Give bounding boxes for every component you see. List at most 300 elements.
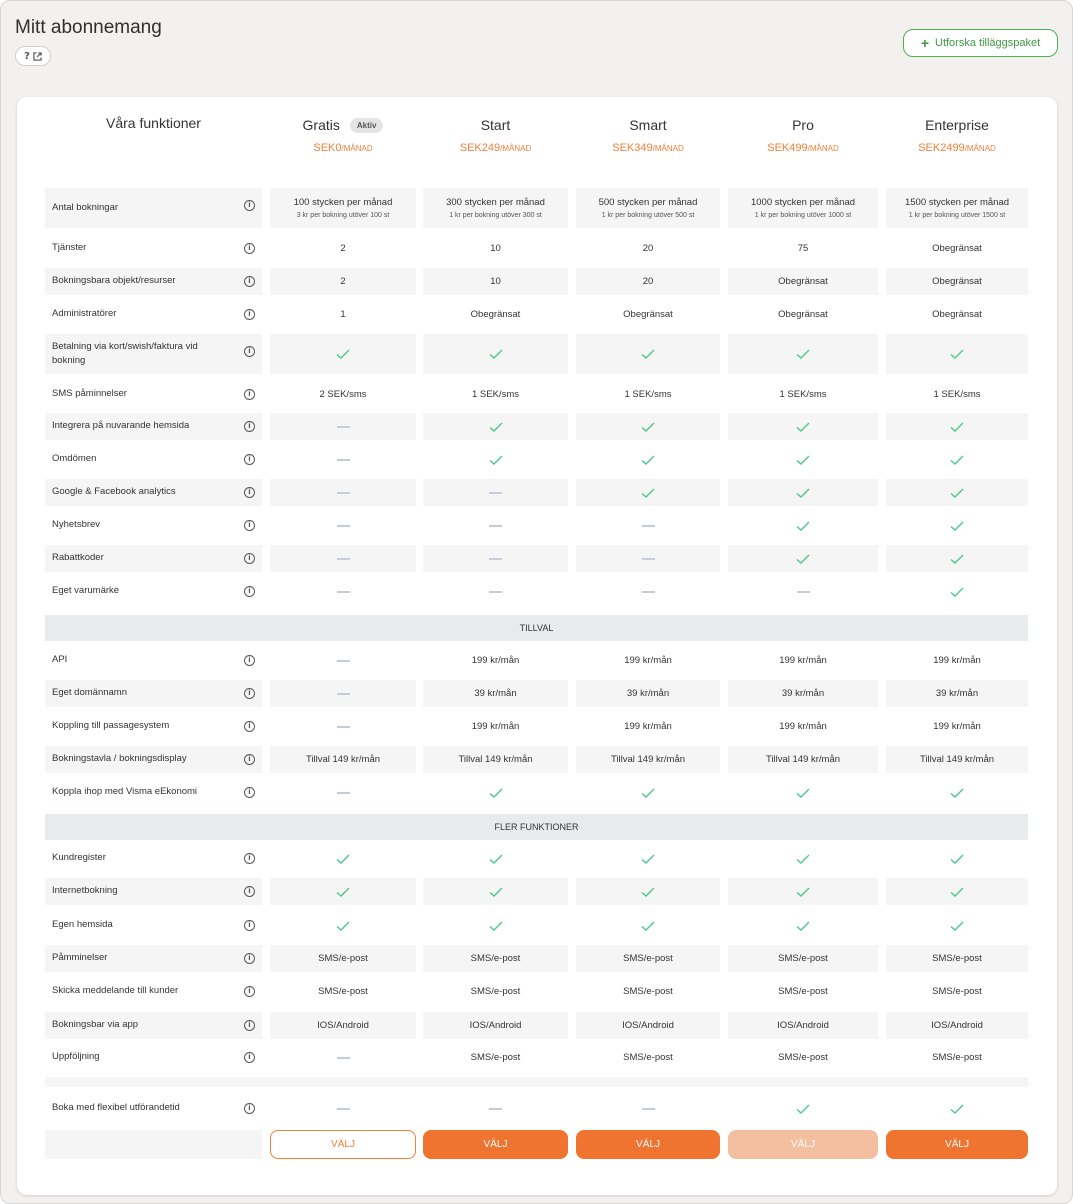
plan-value-cell bbox=[270, 978, 416, 1005]
info-icon[interactable]: i bbox=[244, 421, 255, 432]
checkmark-icon bbox=[335, 884, 351, 900]
info-icon[interactable]: i bbox=[244, 553, 255, 564]
plan-value: 1 bbox=[340, 309, 346, 320]
feature-label: Eget domännamn bbox=[52, 687, 127, 699]
feature-row bbox=[45, 479, 1028, 506]
plan-value-cell bbox=[886, 188, 1028, 228]
plan-name bbox=[925, 117, 989, 133]
feature-label: Nyhetsbrev bbox=[52, 519, 101, 531]
plus-icon: + bbox=[920, 35, 929, 51]
plan-value-cell bbox=[270, 1095, 416, 1122]
checkmark-icon bbox=[949, 485, 965, 501]
plan-value-cell bbox=[886, 912, 1028, 939]
plan-value-cell bbox=[886, 301, 1028, 328]
plan-header-4 bbox=[886, 115, 1028, 154]
plan-value-note: 1 kr per bokning utöver 1000 st bbox=[754, 212, 852, 219]
price-value: 2499 bbox=[940, 142, 965, 154]
plan-value-cell bbox=[423, 1044, 568, 1071]
not-included-dash bbox=[337, 1108, 350, 1110]
select-plan-button-smart[interactable]: VÄLJ bbox=[576, 1130, 720, 1159]
plan-value: SMS/e-post bbox=[623, 1052, 673, 1063]
plan-value-cell bbox=[270, 578, 416, 605]
feature-label-cell bbox=[45, 1044, 262, 1071]
feature-label-cell bbox=[45, 334, 262, 374]
plan-value: 10 bbox=[490, 243, 501, 254]
checkmark-icon bbox=[640, 785, 656, 801]
feature-row bbox=[45, 912, 1028, 939]
info-icon[interactable]: i bbox=[244, 1020, 255, 1031]
plan-value-cell bbox=[886, 446, 1028, 473]
not-included-dash bbox=[337, 492, 350, 494]
info-icon[interactable]: i bbox=[244, 688, 255, 699]
plan-value: 2 bbox=[340, 276, 346, 287]
feature-row bbox=[45, 1095, 1028, 1122]
feature-label-cell bbox=[45, 545, 262, 572]
price-value: 0 bbox=[335, 142, 342, 154]
plan-value-cell bbox=[886, 235, 1028, 262]
plan-value-cell bbox=[728, 413, 878, 440]
plan-value: 39 kr/mån bbox=[474, 688, 517, 699]
checkmark-icon bbox=[795, 551, 811, 567]
feature-label: Påmminelser bbox=[52, 952, 108, 964]
plan-value-cell bbox=[886, 978, 1028, 1005]
plan-name bbox=[629, 117, 666, 133]
plan-value-cell bbox=[886, 878, 1028, 905]
checkmark-icon bbox=[795, 452, 811, 468]
plan-value: IOS/Android bbox=[469, 1020, 522, 1031]
info-icon[interactable]: i bbox=[244, 309, 255, 320]
plan-value-cell bbox=[423, 1095, 568, 1122]
plan-value-cell bbox=[728, 235, 878, 262]
info-icon[interactable]: i bbox=[244, 953, 255, 964]
feature-row bbox=[45, 446, 1028, 473]
plan-name-text: Enterprise bbox=[925, 117, 989, 133]
not-included-dash bbox=[337, 459, 350, 461]
plan-value-cell bbox=[576, 334, 720, 374]
not-included-dash bbox=[642, 525, 655, 527]
plan-header-1 bbox=[423, 115, 568, 154]
feature-label-cell bbox=[45, 188, 262, 228]
feature-label-cell bbox=[45, 235, 262, 262]
not-included-dash bbox=[337, 660, 350, 662]
feature-row bbox=[45, 381, 1028, 408]
section-header: TILLVAL bbox=[45, 615, 1028, 641]
info-icon[interactable]: i bbox=[244, 346, 255, 357]
price-currency: SEK bbox=[612, 142, 635, 154]
plan-value-cell bbox=[270, 878, 416, 905]
info-icon[interactable]: i bbox=[244, 243, 255, 254]
plan-value: Tillval 149 kr/mån bbox=[610, 754, 686, 765]
pricing-table bbox=[17, 97, 1057, 1195]
feature-label-cell bbox=[45, 446, 262, 473]
price-currency: SEK bbox=[918, 142, 941, 154]
feature-label-cell bbox=[45, 878, 262, 905]
plan-value-cell bbox=[270, 779, 416, 806]
info-icon[interactable]: i bbox=[244, 1052, 255, 1063]
info-icon[interactable]: i bbox=[244, 200, 255, 211]
plan-value-cell bbox=[423, 647, 568, 674]
plan-header-0 bbox=[270, 115, 416, 154]
plan-value-cell bbox=[728, 334, 878, 374]
price-period: /MÅNAD bbox=[807, 144, 839, 153]
price-currency: SEK bbox=[313, 142, 336, 154]
plan-value: Obegränsat bbox=[470, 309, 521, 320]
plan-value: SMS/e-post bbox=[318, 986, 368, 997]
plan-value: 300 stycken per månad bbox=[446, 197, 545, 208]
not-included-dash bbox=[337, 591, 350, 593]
plan-value-cell bbox=[886, 334, 1028, 374]
checkmark-icon bbox=[795, 419, 811, 435]
feature-row bbox=[45, 512, 1028, 539]
feature-label-cell bbox=[45, 268, 262, 295]
plan-value: 1000 stycken per månad bbox=[750, 197, 856, 208]
info-icon[interactable]: i bbox=[244, 454, 255, 465]
explore-addons-label: Utforska tilläggspaket bbox=[935, 37, 1041, 49]
plan-value: SMS/e-post bbox=[623, 986, 673, 997]
help-link[interactable] bbox=[15, 46, 51, 66]
plan-value: SMS/e-post bbox=[932, 1052, 982, 1063]
checkmark-icon bbox=[795, 785, 811, 801]
plan-value-cell bbox=[886, 779, 1028, 806]
feature-label: Omdömen bbox=[52, 453, 97, 465]
checkmark-icon bbox=[795, 884, 811, 900]
feature-row bbox=[45, 268, 1028, 295]
price-currency: SEK bbox=[459, 142, 482, 154]
plan-value-cell bbox=[728, 779, 878, 806]
plan-value: SMS/e-post bbox=[778, 986, 828, 997]
plan-value-cell bbox=[886, 512, 1028, 539]
plan-value: Tillval 149 kr/mån bbox=[765, 754, 841, 765]
checkmark-icon bbox=[949, 851, 965, 867]
plan-value: IOS/Android bbox=[622, 1020, 674, 1031]
plan-value-cell bbox=[270, 446, 416, 473]
checkmark-icon bbox=[640, 419, 656, 435]
plan-value-cell bbox=[270, 912, 416, 939]
plan-value: 1 SEK/sms bbox=[624, 389, 672, 400]
plan-name-text: Gratis bbox=[302, 117, 340, 133]
plan-value-cell bbox=[886, 268, 1028, 295]
feature-label-cell bbox=[45, 1095, 262, 1122]
feature-label: Uppföljning bbox=[52, 1051, 100, 1063]
checkmark-icon bbox=[949, 419, 965, 435]
feature-row bbox=[45, 878, 1028, 905]
plan-value-cell bbox=[576, 1044, 720, 1071]
plan-value-cell bbox=[423, 479, 568, 506]
plan-value-cell bbox=[886, 479, 1028, 506]
explore-addons-button[interactable] bbox=[903, 29, 1058, 57]
plan-value-cell bbox=[576, 779, 720, 806]
plan-value-cell bbox=[728, 680, 878, 707]
checkmark-icon bbox=[640, 452, 656, 468]
feature-label-cell bbox=[45, 647, 262, 674]
plan-name-text: Pro bbox=[792, 117, 814, 133]
feature-label-cell bbox=[45, 713, 262, 740]
plan-value: SMS/e-post bbox=[623, 953, 673, 964]
plan-value-cell bbox=[270, 647, 416, 674]
price-period: /MÅNAD bbox=[964, 144, 996, 153]
feature-label: Bokningsbara objekt/resurser bbox=[52, 275, 176, 287]
plan-value-cell bbox=[886, 945, 1028, 972]
plan-price bbox=[423, 142, 568, 154]
not-included-dash bbox=[489, 558, 502, 560]
not-included-dash bbox=[337, 558, 350, 560]
plan-value: Obegränsat bbox=[778, 276, 828, 287]
plan-value: Tillval 149 kr/mån bbox=[458, 754, 533, 765]
checkmark-icon bbox=[949, 785, 965, 801]
checkmark-icon bbox=[949, 518, 965, 534]
checkmark-icon bbox=[949, 584, 965, 600]
feature-label: Eget varumärke bbox=[52, 585, 120, 597]
checkmark-icon bbox=[949, 884, 965, 900]
help-label: ? bbox=[24, 50, 30, 62]
plan-value-cell bbox=[886, 1044, 1028, 1071]
checkmark-icon bbox=[949, 346, 965, 362]
feature-row bbox=[45, 235, 1028, 262]
plan-value-cell bbox=[886, 680, 1028, 707]
feature-label-cell bbox=[45, 301, 262, 328]
price-period: /MÅNAD bbox=[500, 144, 532, 153]
plan-value-cell bbox=[270, 512, 416, 539]
plan-value-cell bbox=[886, 545, 1028, 572]
plan-value: 500 stycken per månad bbox=[598, 197, 698, 208]
feature-label: Rabattkoder bbox=[52, 552, 104, 564]
plan-value: IOS/Android bbox=[777, 1020, 829, 1031]
info-icon[interactable]: i bbox=[244, 586, 255, 597]
plan-value-cell bbox=[576, 713, 720, 740]
plan-value-cell bbox=[270, 680, 416, 707]
plan-value: 39 kr/mån bbox=[626, 688, 670, 699]
plan-value-cell bbox=[886, 1095, 1028, 1122]
plan-value-cell bbox=[423, 188, 568, 228]
plan-value: IOS/Android bbox=[317, 1020, 369, 1031]
feature-label: Egen hemsida bbox=[52, 919, 113, 931]
plan-value-cell bbox=[728, 878, 878, 905]
plan-value: Tillval 149 kr/mån bbox=[305, 754, 381, 765]
info-icon[interactable]: i bbox=[244, 389, 255, 400]
feature-label: Google & Facebook analytics bbox=[52, 486, 176, 498]
plan-value-cell bbox=[270, 845, 416, 872]
feature-label: Koppling till passagesystem bbox=[52, 720, 170, 732]
plan-name bbox=[303, 117, 384, 133]
feature-row bbox=[45, 1044, 1028, 1071]
plan-value-cell bbox=[728, 978, 878, 1005]
plan-value-cell bbox=[423, 334, 568, 374]
section-header: FLER FUNKTIONER bbox=[45, 814, 1028, 840]
feature-label: Tjänster bbox=[52, 242, 87, 254]
plan-header-2 bbox=[576, 115, 720, 154]
feature-row bbox=[45, 301, 1028, 328]
checkmark-icon bbox=[795, 346, 811, 362]
select-plan-button-enterprise[interactable]: VÄLJ bbox=[886, 1130, 1028, 1159]
info-icon[interactable]: i bbox=[244, 1103, 255, 1114]
button-row-spacer bbox=[45, 1130, 262, 1159]
plan-value: SMS/e-post bbox=[932, 986, 982, 997]
feature-label: Internetbokning bbox=[52, 885, 118, 897]
plan-price bbox=[886, 142, 1028, 154]
plan-value: 1500 stycken per månad bbox=[904, 197, 1010, 208]
plan-value-cell bbox=[576, 1012, 720, 1039]
info-icon[interactable]: i bbox=[244, 853, 255, 864]
plan-price bbox=[728, 142, 878, 154]
plan-value: 199 kr/mån bbox=[471, 721, 520, 732]
feature-row bbox=[45, 779, 1028, 806]
plan-value-cell bbox=[270, 1012, 416, 1039]
not-included-dash bbox=[489, 525, 502, 527]
plan-value-cell bbox=[576, 647, 720, 674]
plan-value: SMS/e-post bbox=[318, 953, 368, 964]
plan-value-note: 3 kr per bokning utöver 100 st bbox=[296, 212, 390, 219]
plan-value-cell bbox=[728, 746, 878, 773]
plan-value: SMS/e-post bbox=[470, 953, 521, 964]
plan-value-cell bbox=[576, 878, 720, 905]
feature-label: API bbox=[52, 654, 68, 666]
checkmark-icon bbox=[488, 419, 504, 435]
checkmark-icon bbox=[488, 452, 504, 468]
not-included-dash bbox=[337, 1057, 350, 1059]
plan-value-cell bbox=[423, 578, 568, 605]
plan-price bbox=[270, 142, 416, 154]
info-icon[interactable]: i bbox=[244, 886, 255, 897]
plan-value-cell bbox=[886, 647, 1028, 674]
checkmark-icon bbox=[335, 918, 351, 934]
plan-value-cell bbox=[728, 545, 878, 572]
external-link-icon bbox=[33, 52, 42, 61]
feature-label: Betalning via kort/swish/faktura vid bokning bbox=[52, 340, 198, 366]
plan-value: Obegränsat bbox=[932, 309, 982, 320]
plan-value: SMS/e-post bbox=[778, 1052, 828, 1063]
plan-value-cell bbox=[423, 945, 568, 972]
checkmark-icon bbox=[949, 551, 965, 567]
feature-row bbox=[45, 845, 1028, 872]
plan-value-cell bbox=[423, 545, 568, 572]
info-icon[interactable]: i bbox=[244, 986, 255, 997]
plan-value-cell bbox=[576, 235, 720, 262]
plan-value-cell bbox=[728, 301, 878, 328]
plan-value-cell bbox=[270, 235, 416, 262]
plan-value: Tillval 149 kr/mån bbox=[919, 754, 995, 765]
feature-label: Koppla ihop med Visma eEkonomi bbox=[52, 786, 198, 798]
plan-value: 2 bbox=[340, 243, 346, 254]
plan-value: 10 bbox=[490, 276, 501, 287]
plan-value-cell bbox=[270, 545, 416, 572]
price-value: 249 bbox=[481, 142, 501, 154]
plan-value-cell bbox=[423, 512, 568, 539]
plan-value-cell bbox=[576, 446, 720, 473]
feature-label-cell bbox=[45, 845, 262, 872]
plan-value-note: 1 kr per bokning utöver 500 st bbox=[601, 212, 695, 219]
info-icon[interactable]: i bbox=[244, 787, 255, 798]
page-title: Mitt abonnemang bbox=[15, 17, 162, 38]
feature-row bbox=[45, 945, 1028, 972]
checkmark-icon bbox=[949, 452, 965, 468]
not-included-dash bbox=[337, 426, 350, 428]
checkmark-icon bbox=[640, 485, 656, 501]
plan-value-cell bbox=[576, 479, 720, 506]
plan-value: 2 SEK/sms bbox=[319, 389, 367, 400]
not-included-dash bbox=[337, 693, 350, 695]
feature-label: Skicka meddelande till kunder bbox=[52, 985, 179, 997]
plan-value: 1 SEK/sms bbox=[779, 389, 827, 400]
checkmark-icon bbox=[795, 851, 811, 867]
plan-value-cell bbox=[423, 713, 568, 740]
checkmark-icon bbox=[795, 1101, 811, 1117]
active-badge: Aktiv bbox=[350, 118, 384, 133]
info-icon[interactable]: i bbox=[244, 920, 255, 931]
plan-value-cell bbox=[886, 381, 1028, 408]
plan-value: 199 kr/mån bbox=[471, 655, 520, 666]
plan-value-cell bbox=[728, 268, 878, 295]
plan-value-cell bbox=[576, 746, 720, 773]
plan-value-cell bbox=[576, 978, 720, 1005]
info-icon[interactable]: i bbox=[244, 520, 255, 531]
select-plan-button-start[interactable]: VÄLJ bbox=[423, 1130, 568, 1159]
feature-row bbox=[45, 578, 1028, 605]
feature-label: Integrera på nuvarande hemsida bbox=[52, 420, 190, 432]
info-icon[interactable]: i bbox=[244, 655, 255, 666]
checkmark-icon bbox=[795, 918, 811, 934]
info-icon[interactable]: i bbox=[244, 487, 255, 498]
plan-value-cell bbox=[886, 1012, 1028, 1039]
plan-value-cell bbox=[423, 779, 568, 806]
plan-value-cell bbox=[728, 446, 878, 473]
plan-value-cell bbox=[728, 188, 878, 228]
checkmark-icon bbox=[488, 851, 504, 867]
not-included-dash bbox=[642, 558, 655, 560]
feature-label: Bokningsbar via app bbox=[52, 1019, 139, 1031]
plan-value: 1 SEK/sms bbox=[933, 389, 981, 400]
plan-value: Obegränsat bbox=[932, 276, 982, 287]
info-icon[interactable]: i bbox=[244, 721, 255, 732]
plan-value: 20 bbox=[642, 276, 654, 287]
plan-value: 199 kr/mån bbox=[933, 721, 981, 732]
plan-value-cell bbox=[576, 381, 720, 408]
plan-value: 75 bbox=[797, 243, 809, 254]
feature-label: Bokningstavla / bokningsdisplay bbox=[52, 753, 187, 765]
not-included-dash bbox=[642, 591, 655, 593]
plan-value-cell bbox=[728, 578, 878, 605]
info-icon[interactable]: i bbox=[244, 276, 255, 287]
feature-label-cell bbox=[45, 746, 262, 773]
plan-value: SMS/e-post bbox=[470, 986, 521, 997]
checkmark-icon bbox=[640, 851, 656, 867]
plan-value-cell bbox=[423, 746, 568, 773]
select-plan-button-pro[interactable]: VÄLJ bbox=[728, 1130, 878, 1159]
plan-value-cell bbox=[576, 545, 720, 572]
plan-price bbox=[576, 142, 720, 154]
checkmark-icon bbox=[335, 851, 351, 867]
plan-value-cell bbox=[270, 188, 416, 228]
not-included-dash bbox=[337, 525, 350, 527]
plan-name-text: Smart bbox=[629, 117, 667, 133]
plan-value-cell bbox=[576, 301, 720, 328]
plan-name-text: Start bbox=[480, 117, 511, 133]
feature-row bbox=[45, 680, 1028, 707]
plan-value-cell bbox=[728, 1012, 878, 1039]
plan-name bbox=[792, 117, 814, 133]
plan-value-cell bbox=[423, 912, 568, 939]
plan-value-cell bbox=[576, 1095, 720, 1122]
plan-value-cell bbox=[728, 1095, 878, 1122]
plan-value: 20 bbox=[642, 243, 654, 254]
plan-value: 39 kr/mån bbox=[781, 688, 825, 699]
info-icon[interactable]: i bbox=[244, 754, 255, 765]
plan-value-cell bbox=[576, 578, 720, 605]
price-currency: SEK bbox=[767, 142, 790, 154]
feature-row bbox=[45, 978, 1028, 1005]
checkmark-icon bbox=[488, 884, 504, 900]
plan-value: SMS/e-post bbox=[778, 953, 828, 964]
select-plan-button-gratis[interactable]: VÄLJ bbox=[270, 1130, 416, 1159]
